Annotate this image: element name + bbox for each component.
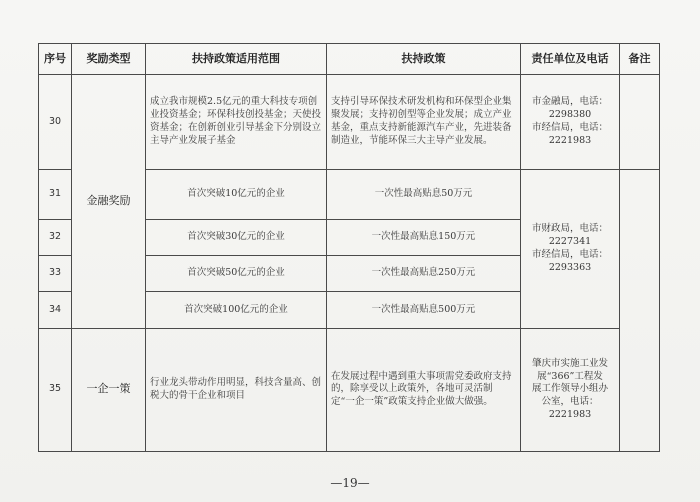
contact-line: 2221983 [548, 409, 592, 421]
contact-line: 展工作领导小组办 [531, 383, 608, 395]
contact-line: 市财政局，电话： [531, 223, 608, 235]
contact-line: 肇庆市实施工业发 [531, 357, 608, 369]
reward-type-cell: 一企一策 [72, 328, 146, 451]
policy-cell: 一次性最高贴息500万元 [327, 292, 521, 328]
policy-table [38, 43, 660, 452]
policy-cell: 支持引导环保技术研发机构和环保型企业集聚发展；支持初创型等企业发展；成立产业基金，重点支持新能源汽车产业，先进装备制造业，节能环保三大主导产业发展。 [327, 75, 521, 170]
contact-line: 市经信局，电话： [531, 248, 608, 260]
scope-cell: 成立我市规模2.5亿元的重大科技专项创业投资基金；环保科技创投基金；天使投资基金；在创新创业引导基金下分别设立主导产业发展子基金 [146, 75, 327, 170]
row-number: 33 [39, 255, 72, 291]
table-header-row [39, 44, 660, 75]
contact-line: 2293363 [548, 261, 592, 273]
policy-cell: 一次性最高贴息250万元 [327, 255, 521, 291]
header-num: 序号 [39, 44, 72, 75]
policy-cell: 在发展过程中遇到重大事项需党委政府支持的，除享受以上政策外，各地可灵活制定“一企一策”政策支持企业做大做强。 [327, 328, 521, 451]
header-policy: 扶持政策 [327, 44, 521, 75]
header-contact: 责任单位及电话 [521, 44, 620, 75]
header-remark: 备注 [620, 44, 660, 75]
contact-cell [521, 75, 620, 170]
contact-line: 公室，电话： [541, 396, 599, 408]
contact-line: 市经信局，电话： [531, 122, 608, 133]
contact-line: 展“366”工程发 [537, 370, 603, 382]
contact-line: 2221983 [548, 134, 592, 146]
contact-line: 2227341 [548, 236, 592, 247]
policy-cell: 一次性最高贴息50万元 [327, 170, 521, 220]
page-number: —19— [330, 476, 370, 490]
table-row [39, 75, 660, 170]
table-row [39, 328, 660, 451]
contact-cell [521, 170, 620, 329]
header-type: 奖励类型 [72, 44, 146, 75]
scope-cell: 首次突破10亿元的企业 [146, 170, 327, 220]
policy-cell: 一次性最高贴息150万元 [327, 219, 521, 255]
row-number: 35 [39, 328, 72, 451]
remark-cell [620, 75, 660, 170]
row-number: 34 [39, 292, 72, 328]
scope-cell: 首次突破30亿元的企业 [146, 219, 327, 255]
scope-cell: 行业龙头带动作用明显，科技含量高、创税大的骨干企业和项目 [146, 328, 327, 451]
contact-line: 市金融局，电话： [531, 96, 608, 108]
contact-cell [521, 328, 620, 451]
contact-line: 2298380 [548, 109, 592, 121]
scope-cell: 首次突破50亿元的企业 [146, 255, 327, 291]
reward-type-cell: 金融奖励 [72, 75, 146, 329]
row-number: 31 [39, 170, 72, 220]
row-number: 30 [39, 75, 72, 170]
remark-cell [620, 170, 660, 452]
scope-cell: 首次突破100亿元的企业 [146, 292, 327, 328]
header-scope: 扶持政策适用范围 [146, 44, 327, 75]
row-number: 32 [39, 219, 72, 255]
